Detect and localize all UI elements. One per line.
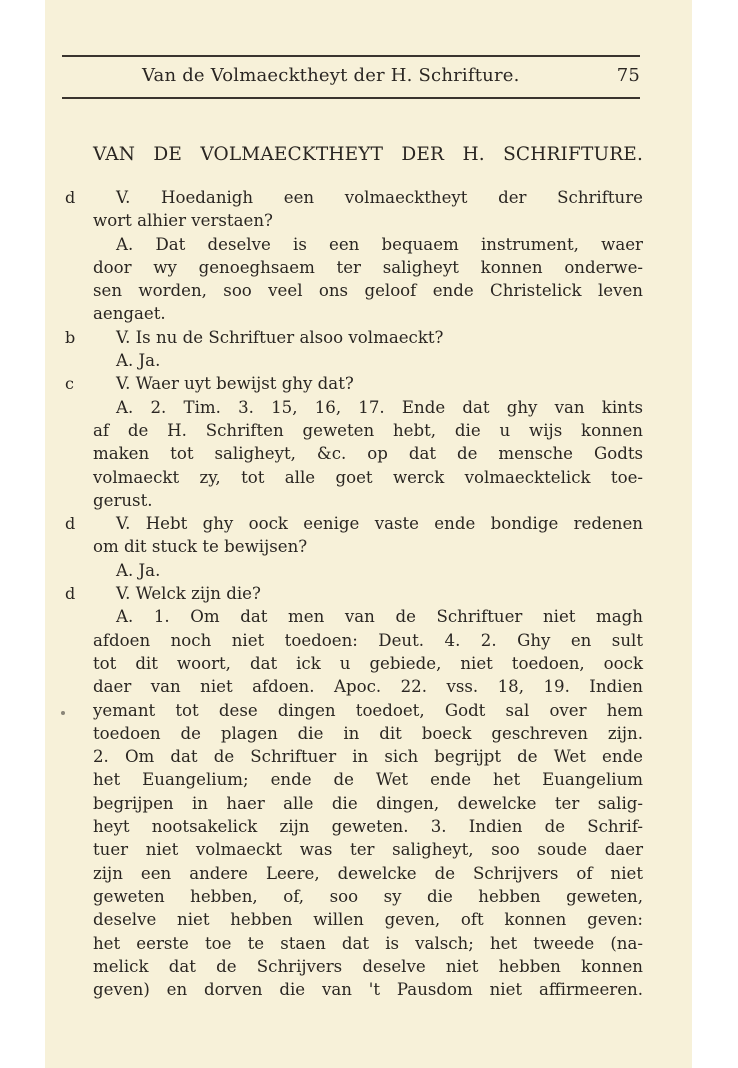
text-line (93, 209, 643, 232)
line-text: melick dat de Schrijvers deselve niet hebben konnen (93, 956, 643, 976)
text-line (93, 605, 643, 628)
line-text: het Euangelium; ende de Wet ende het Euangelium (93, 770, 643, 790)
line-text: tot dit woort, dat ick u gebiede, niet toedoen, oock (93, 653, 643, 673)
line-text: deselve niet hebben willen geven, oft konnen geven: (93, 910, 643, 930)
line-text: zijn een andere Leere, dewelcke de Schrijvers of niet (93, 863, 643, 883)
text-line (93, 419, 643, 442)
line-text: toedoen de plagen die in dit boeck geschreven zijn. (93, 723, 643, 743)
body-text (65, 186, 643, 1001)
line-text: begrijpen in haer alle die dingen, dewelcke ter salig- (93, 793, 643, 813)
text-line (93, 815, 643, 838)
running-head (62, 63, 640, 89)
text-line (93, 768, 643, 791)
line-text: A. 2. Tim. 3. 15, 16, 17. Ende dat ghy van kints (116, 397, 643, 417)
text-line (65, 326, 643, 349)
line-text: V. Welck zijn die? (116, 584, 261, 604)
line-text: geweten hebben, of, soo sy die hebben geweten, (93, 886, 643, 906)
text-line (93, 302, 643, 325)
line-text: geven) en dorven die van 't Pausdom niet affirmeeren. (93, 980, 643, 1000)
line-text: maken tot saligheyt, &c. op dat de mensche Godts (93, 444, 643, 464)
line-text: yemant tot dese dingen toedoet, Godt sal over hem (93, 700, 643, 720)
text-line (93, 862, 643, 885)
line-text: 2. Om dat de Schriftuer in sich begrijpt de Wet ende (93, 747, 643, 767)
margin-marker: c (65, 374, 74, 394)
text-line (65, 512, 643, 535)
bottom-rule (62, 97, 640, 99)
margin-marker: d (65, 514, 76, 534)
line-text: om dit stuck te bewijsen? (93, 537, 308, 557)
line-text: volmaeckt zy, tot alle goet werck volmaecktelick toe- (93, 467, 643, 487)
line-text: door wy genoeghsaem ter saligheyt konnen onderwe- (93, 257, 643, 277)
running-head-title: Van de Volmaecktheyt der H. Schrifture. (142, 65, 520, 86)
text-line (93, 978, 643, 1001)
text-line (93, 699, 643, 722)
text-line (93, 279, 643, 302)
page-number: 75 (616, 65, 640, 86)
text-line (93, 932, 643, 955)
line-text: gerust. (93, 490, 153, 510)
text-line (93, 722, 643, 745)
line-text: V. Waer uyt bewijst ghy dat? (116, 374, 354, 394)
text-line (93, 955, 643, 978)
text-line (93, 396, 643, 419)
line-text: sen worden, soo veel ons geloof ende Christelick leven (93, 281, 643, 301)
line-text: heyt nootsakelick zijn geweten. 3. Indien de Schrif- (93, 817, 643, 837)
text-line (65, 372, 643, 395)
text-line (93, 652, 643, 675)
text-line (93, 838, 643, 861)
text-line (93, 489, 643, 512)
text-line (93, 908, 643, 931)
text-line (93, 885, 643, 908)
text-line (93, 349, 643, 372)
top-rule (62, 55, 640, 57)
text-line (93, 442, 643, 465)
text-line (65, 186, 643, 209)
line-text: A. Ja. (116, 560, 161, 580)
text-line (93, 256, 643, 279)
line-text: het eerste toe te staen dat is valsch; het tweede (na- (93, 933, 643, 953)
text-line (93, 466, 643, 489)
margin-dot (61, 711, 65, 715)
text-line (93, 792, 643, 815)
text-line (65, 582, 643, 605)
line-text: af de H. Schriften geweten hebt, die u wijs konnen (93, 420, 643, 440)
text-line (93, 629, 643, 652)
text-line (93, 745, 643, 768)
text-line (93, 559, 643, 582)
line-text: aengaet. (93, 304, 166, 324)
line-text: V. Hoedanigh een volmaecktheyt der Schrifture (116, 188, 643, 207)
line-text: A. Ja. (116, 351, 161, 371)
text-line (93, 233, 643, 256)
margin-marker: b (65, 327, 76, 347)
chapter-heading: VAN DE VOLMAECKTHEYT DER H. SCHRIFTURE. (93, 144, 643, 165)
margin-marker: d (65, 584, 76, 604)
line-text: V. Hebt ghy oock eenige vaste ende bondige redenen (116, 514, 643, 534)
line-text: wort alhier verstaen? (93, 211, 273, 231)
line-text: daer van niet afdoen. Apoc. 22. vss. 18, 19. Indien (93, 677, 643, 697)
line-text: A. 1. Om dat men van de Schriftuer niet magh (116, 607, 643, 627)
text-line (93, 675, 643, 698)
line-text: V. Is nu de Schriftuer alsoo volmaeckt? (116, 327, 444, 347)
text-line (93, 535, 643, 558)
line-text: tuer niet volmaeckt was ter saligheyt, soo soude daer (93, 840, 643, 860)
line-text: afdoen noch niet toedoen: Deut. 4. 2. Ghy en sult (93, 630, 643, 650)
margin-marker: d (65, 188, 76, 207)
line-text: A. Dat deselve is een bequaem instrument, waer (116, 234, 643, 254)
